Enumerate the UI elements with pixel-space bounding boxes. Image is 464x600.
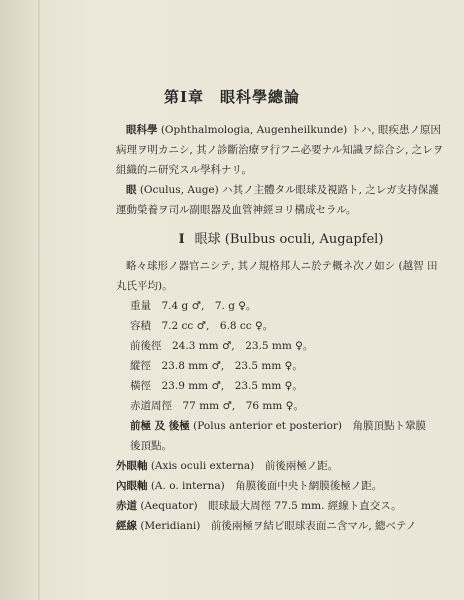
definition-list xyxy=(116,416,446,536)
definition-item xyxy=(116,456,446,476)
section-number: I xyxy=(178,232,185,247)
definition-term: 經線 xyxy=(116,520,137,532)
paragraph-eye xyxy=(116,180,446,220)
text-run: (Ophthalmologia, Augenheilkunde) トハ, 眼疾患ノ原因 xyxy=(157,124,442,136)
paragraph-ophthalmology xyxy=(116,120,446,180)
definition-item xyxy=(116,496,446,516)
definition-item xyxy=(116,416,446,436)
text-run: 組織的ニ研究スル學科ナリ。 xyxy=(116,164,252,176)
text-line xyxy=(116,140,446,160)
section-heading xyxy=(116,230,446,250)
definition-text: (A. o. interna) 角膜後面中央ト網膜後極ノ距。 xyxy=(147,480,383,492)
measurement-item: 前後徑 24.3 mm ♂, 23.5 mm ♀。 xyxy=(130,340,314,352)
text-run: 運動榮養ヲ司ル副眼器及血管神經ヨリ構成セラル。 xyxy=(116,204,357,216)
term: 眼 xyxy=(126,184,137,196)
text-line xyxy=(116,180,446,200)
section-title: 眼球 (Bulbus oculi, Augapfel) xyxy=(194,232,384,247)
text-line xyxy=(116,160,446,180)
definition-text: (Meridiani) 前後兩極ヲ結ビ眼球表面ニ含マル, 總ベテノ xyxy=(137,520,417,532)
intro-paragraph xyxy=(116,256,446,296)
text-line: 略々球形ノ器官ニシテ, 其ノ規格邦人ニ於テ概ネ次ノ如シ (越智 田 xyxy=(126,260,438,272)
page-body xyxy=(116,120,446,536)
definition-term: 前極 及 後極 xyxy=(130,420,190,432)
text-line xyxy=(116,200,446,220)
measurement-item: 容積 7.2 cc ♂, 6.8 cc ♀。 xyxy=(130,320,274,332)
definition-item xyxy=(116,516,446,536)
definition-text: (Aequator) 眼球最大周徑 77.5 mm. 經線ト直交ス。 xyxy=(137,500,402,512)
measurement-item: 重量 7.4 g ♂, 7. g ♀。 xyxy=(130,300,257,312)
text-line xyxy=(116,120,446,140)
measurement-item: 赤道周徑 77 mm ♂, 76 mm ♀。 xyxy=(130,400,304,412)
definition-term: 外眼軸 xyxy=(116,460,148,472)
definition-term: 赤道 xyxy=(116,500,137,512)
measurement-item: 橫徑 23.9 mm ♂, 23.5 mm ♀。 xyxy=(130,380,303,392)
chapter-title: 第Ⅰ章 眼科學總論 xyxy=(163,88,301,106)
text-line: 丸氏平均)。 xyxy=(116,280,173,292)
definition-term: 內眼軸 xyxy=(116,480,148,492)
measurement-list xyxy=(116,296,446,416)
text-run: 病理ヲ明カニシ, 其ノ診斷治療ヲ行フニ必要ナル知識ヲ綜合シ, 之レヲ xyxy=(116,144,444,156)
definition-item xyxy=(116,476,446,496)
definition-item xyxy=(116,436,446,456)
definition-text: 後頂點。 xyxy=(130,440,172,452)
term: 眼科學 xyxy=(126,124,158,136)
measurement-item: 縱徑 23.8 mm ♂, 23.5 mm ♀。 xyxy=(130,360,303,372)
definition-text: (Polus anterior et posterior) 角膜頂點ト鞏膜 xyxy=(189,420,427,432)
text-run: (Oculus, Auge) ハ其ノ主體タル眼球及視路ト, 之レガ支持保護 xyxy=(136,184,439,196)
definition-text: (Axis oculi externa) 前後兩極ノ距。 xyxy=(147,460,339,472)
